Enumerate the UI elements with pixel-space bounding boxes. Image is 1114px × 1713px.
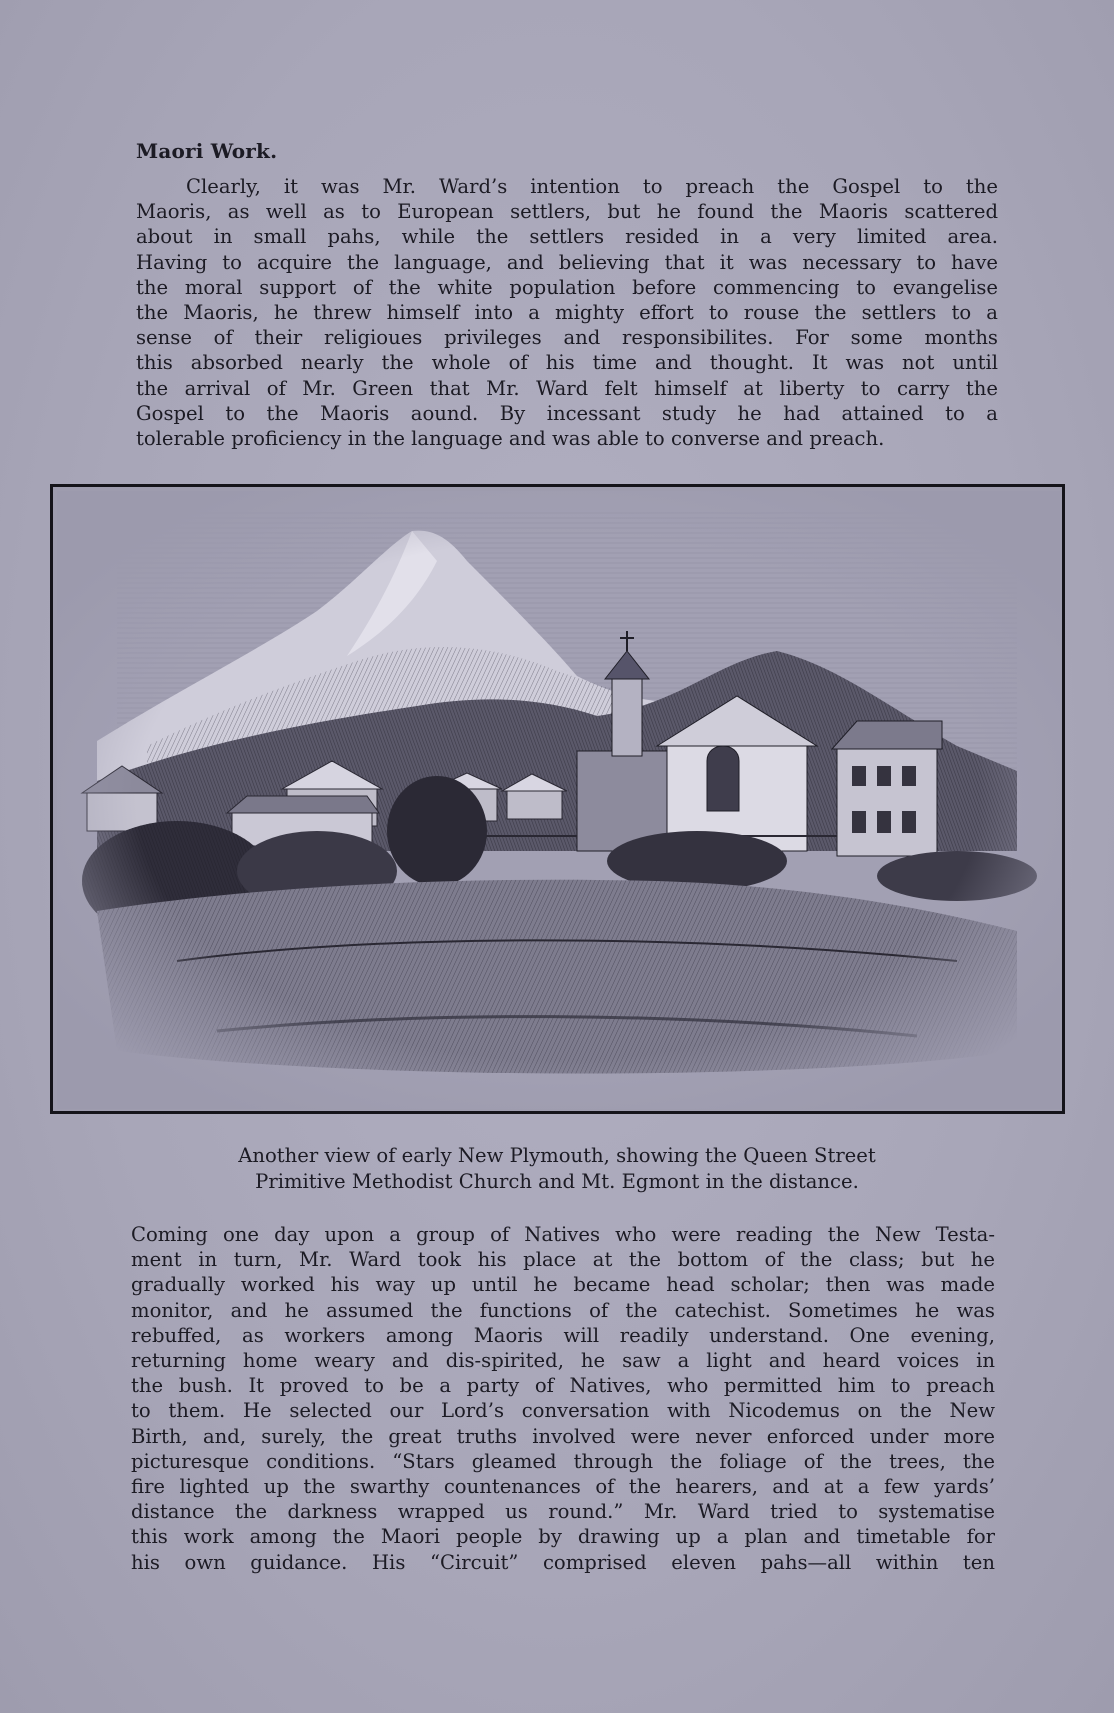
section-heading: Maori Work. [136,139,278,163]
text-line: the bush. It proved to be a party of Natives, who permitted him to preach [131,1374,995,1398]
text-line: the moral support of the white population before commencing to evangelise [136,275,998,299]
text-line: this work among the Maori people by drawing up a plan and timetable for [131,1525,995,1549]
paragraph-natives [131,1222,995,1575]
text-line: about in small pahs, while the settlers resided in a very limited area. [136,225,998,249]
caption-line: Primitive Methodist Church and Mt. Egmont in the distance. [255,1170,859,1193]
caption-line: Another view of early New Plymouth, showing the Queen Street [238,1144,876,1167]
text-line: to them. He selected our Lord’s conversation with Nicodemus on the New [131,1399,995,1423]
paragraph-maori-work [136,174,998,451]
text-line: picturesque conditions. “Stars gleamed through the foliage of the trees, the [131,1449,995,1473]
text-line: monitor, and he assumed the functions of the catechist. Sometimes he was [131,1298,995,1322]
text-line: tolerable proficiency in the language and was able to converse and preach. [136,427,885,451]
text-line: Coming one day upon a group of Natives who were reading the New Testa- [131,1223,995,1246]
text-line: gradually worked his way up until he became head scholar; then was made [131,1273,995,1297]
text-line: returning home weary and dis-spirited, he saw a light and heard voices in [131,1349,995,1373]
text-line: Having to acquire the language, and believing that it was necessary to have [136,250,998,274]
text-line: Maoris, as well as to European settlers, but he found the Maoris scattered [136,200,998,224]
text-line: this absorbed nearly the whole of his time and thought. It was not until [136,351,998,375]
text-line: distance the darkness wrapped us round.” Mr. Ward tried to systematise [131,1500,995,1524]
text-line: Gospel to the Maoris aound. By incessant study he had attained to a [136,401,998,425]
text-line: his own guidance. His “Circuit” comprised eleven pahs—all within ten [131,1550,995,1574]
text-line: Birth, and, surely, the great truths involved were never enforced under more [131,1424,995,1448]
text-line: the Maoris, he threw himself into a mighty effort to rouse the settlers to a [136,301,998,325]
text-line: ment in turn, Mr. Ward took his place at the bottom of the class; but he [131,1248,995,1272]
text-line: the arrival of Mr. Green that Mr. Ward felt himself at liberty to carry the [136,376,998,400]
text-line: sense of their religioues privileges and responsibilites. For some months [136,326,998,350]
new-plymouth-engraving [57,491,1060,1109]
engraving-illustration [50,484,1065,1114]
text-line: fire lighted up the swarthy countenances of the hearers, and at a few yards’ [131,1475,995,1499]
text-line: rebuffed, as workers among Maoris will readily understand. One evening, [131,1323,995,1347]
figure-caption [0,1143,1114,1195]
text-line: Clearly, it was Mr. Ward’s intention to preach the Gospel to the [186,175,998,198]
